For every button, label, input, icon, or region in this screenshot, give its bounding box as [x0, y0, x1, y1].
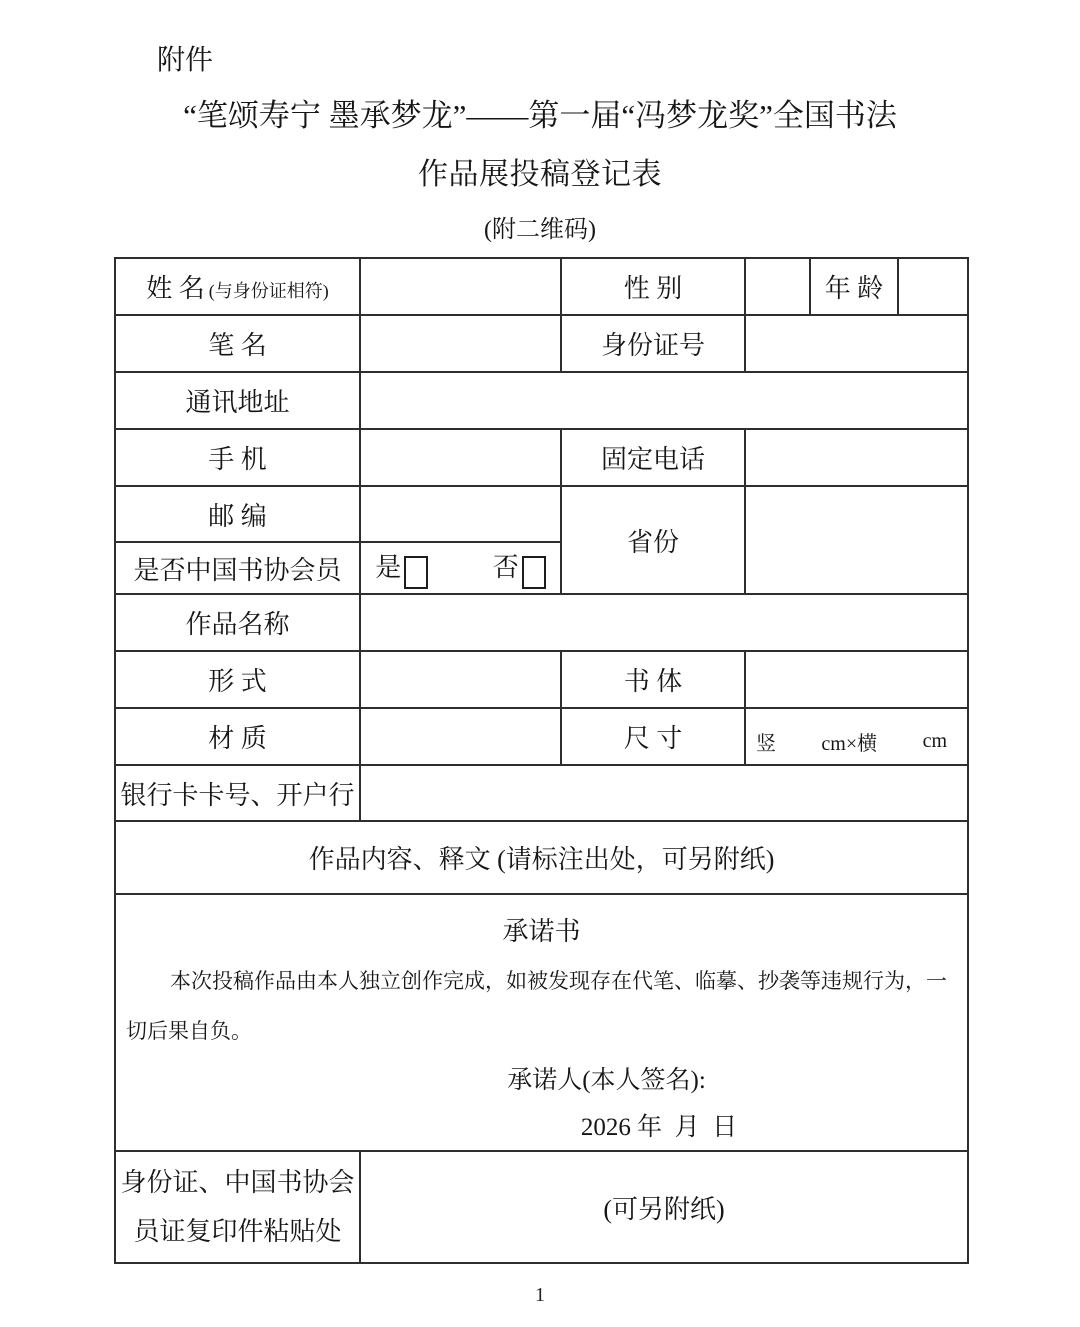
member-choice-cell: [360, 542, 561, 594]
row-phone: [115, 429, 968, 486]
work-title-input-cell: [360, 594, 968, 651]
member-no-label: 否: [492, 553, 519, 582]
gender-input-cell: [745, 258, 810, 315]
row-bank: [115, 765, 968, 821]
checkbox-yes: [404, 556, 428, 589]
landline-label: 固定电话: [561, 429, 745, 486]
page-number: 1: [535, 1284, 545, 1306]
row-pen-name: [115, 315, 968, 372]
name-note: (与身份证相符): [208, 281, 329, 301]
member-yes-option: [375, 553, 428, 582]
row-work-title: [115, 594, 968, 651]
size-vertical-label: 竖: [756, 733, 776, 755]
commitment-date-line: 2026 年 月 日: [580, 1114, 738, 1141]
script-input-cell: [745, 651, 968, 708]
postcode-input-cell: [360, 486, 561, 542]
size-end-label: cm: [922, 730, 947, 752]
work-title-label: 作品名称: [115, 594, 360, 651]
paste-area-label: [115, 1151, 360, 1263]
checkbox-no: [522, 556, 546, 589]
age-label: 年 龄: [810, 258, 898, 315]
commitment-title: 承诺书: [502, 917, 581, 946]
format-input-cell: [360, 651, 561, 708]
size-label: 尺 寸: [561, 708, 745, 765]
row-address: [115, 372, 968, 429]
id-number-label: 身份证号: [561, 315, 745, 372]
row-commitment: [115, 894, 968, 1151]
paste-label-line1: 身份证、中国书协会: [120, 1168, 355, 1197]
name-label: [115, 258, 360, 315]
size-input-cell: [745, 708, 968, 765]
size-value-template: [746, 717, 967, 756]
registration-table: [114, 257, 969, 1264]
row-name: [115, 258, 968, 315]
commitment-signer-label: 承诺人(本人签名):: [507, 1067, 706, 1094]
id-number-input-cell: [745, 315, 968, 372]
pen-name-label: 笔 名: [115, 315, 360, 372]
material-label: 材 质: [115, 708, 360, 765]
address-label: 通讯地址: [115, 372, 360, 429]
member-question-label: 是否中国书协会员: [115, 542, 360, 594]
name-input-cell: [360, 258, 561, 315]
commitment-cell: [115, 894, 968, 1151]
province-input-cell: [745, 486, 968, 594]
paste-area-note: (可另附纸): [360, 1151, 968, 1263]
province-label: 省份: [561, 486, 745, 594]
commitment-body-line1: 本次投稿作品由本人独立创作完成，如被发现存在代笔、临摹、抄袭等违规行为，一: [170, 969, 947, 993]
row-paste-area: [115, 1151, 968, 1263]
format-label: 形 式: [115, 651, 360, 708]
paste-label-line2: 员证复印件粘贴处: [133, 1217, 342, 1246]
name-label-text: 姓 名: [146, 274, 205, 303]
mobile-input-cell: [360, 429, 561, 486]
form-title-line1: “笔颂寿宁 墨承梦龙”——第一届“冯梦龙奖”全国书法: [183, 98, 897, 133]
commitment-body-line2: 切后果自负。: [126, 1019, 252, 1043]
script-label: 书 体: [561, 651, 745, 708]
gender-label: 性 别: [561, 258, 745, 315]
address-input-cell: [360, 372, 968, 429]
mobile-label: 手 机: [115, 429, 360, 486]
row-material: [115, 708, 968, 765]
form-title-line2: 作品展投稿登记表: [418, 158, 662, 191]
material-input-cell: [360, 708, 561, 765]
row-format: [115, 651, 968, 708]
row-postcode: [115, 486, 968, 542]
bank-input-cell: [360, 765, 968, 821]
pen-name-input-cell: [360, 315, 561, 372]
qr-code-note: (附二维码): [484, 217, 596, 243]
member-yes-label: 是: [375, 553, 402, 582]
bank-label: 银行卡卡号、开户行: [115, 765, 360, 821]
content-label: 作品内容、释文 (请标注出处，可另附纸): [115, 821, 968, 894]
size-mid-label: cm×横: [821, 733, 878, 755]
attachment-label: 附件: [157, 45, 214, 76]
row-content: [115, 821, 968, 894]
landline-input-cell: [745, 429, 968, 486]
postcode-label: 邮 编: [115, 486, 360, 542]
age-input-cell: [898, 258, 968, 315]
member-no-option: [493, 553, 546, 582]
